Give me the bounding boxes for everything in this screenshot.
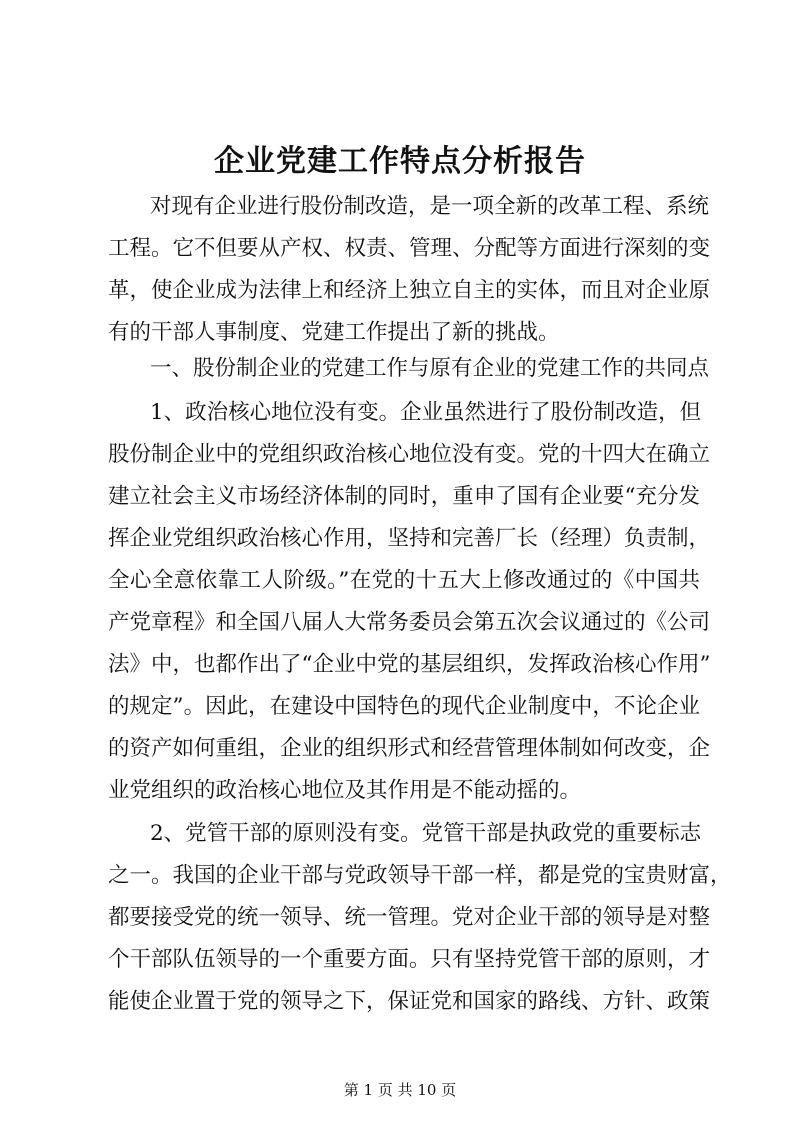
paragraph-line: 个干部队伍领导的一个重要方面。只有坚持党管干部的原则，才 xyxy=(108,947,711,972)
paragraph-line: 建立社会主义市场经济体制的同时，重申了国有企业要“充分发 xyxy=(108,484,700,509)
paragraph-line: 2、党管干部的原则没有变。党管干部是执政党的重要标志 xyxy=(150,821,702,846)
paragraph-line: 业党组织的政治核心地位及其作用是不能动摇的。 xyxy=(108,778,582,803)
document-title: 企业党建工作特点分析报告 xyxy=(214,144,586,179)
paragraph-line: 1、政治核心地位没有变。企业虽然进行了股份制改造，但 xyxy=(150,400,702,425)
paragraph-line: 产党章程》和全国八届人大常务委员会第五次会议通过的《公司 xyxy=(108,610,711,635)
paragraph-line: 的资产如何重组，企业的组织形式和经营管理体制如何改变，企 xyxy=(108,736,711,761)
paragraph-line: 都要接受党的统一领导、统一管理。党对企业干部的领导是对整 xyxy=(108,905,711,930)
paragraph-line: 有的干部人事制度、党建工作提出了新的挑战。 xyxy=(108,320,560,345)
paragraph-line: 革，使企业成为法律上和经济上独立自主的实体，而且对企业原 xyxy=(108,278,711,303)
paragraph-line: 工程。它不但要从产权、权责、管理、分配等方面进行深刻的变 xyxy=(108,236,711,261)
paragraph-line: 全心全意依靠工人阶级。”在党的十五大上修改通过的《中国共 xyxy=(108,568,700,593)
paragraph-line: 对现有企业进行股份制改造，是一项全新的改革工程、系统 xyxy=(150,194,710,219)
paragraph-line: 法》中，也都作出了“企业中党的基层组织，发挥政治核心作用” xyxy=(108,652,711,677)
paragraph-line: 的规定”。因此，在建设中国特色的现代企业制度中，不论企业 xyxy=(108,694,700,719)
paragraph-line: 之一。我国的企业干部与党政领导干部一样，都是党的宝贵财富， xyxy=(108,863,732,888)
paragraph-line: 股份制企业中的党组织政治核心地位没有变。党的十四大在确立 xyxy=(108,442,711,467)
section-heading: 一、股份制企业的党建工作与原有企业的党建工作的共同点 xyxy=(150,356,710,381)
paragraph-line: 能使企业置于党的领导之下，保证党和国家的路线、方针、政策 xyxy=(108,989,711,1014)
paragraph-line: 挥企业党组织政治核心作用，坚持和完善厂长（经理）负责制， xyxy=(108,526,711,551)
page-number-footer: 第 1 页 共 10 页 xyxy=(343,1081,457,1099)
